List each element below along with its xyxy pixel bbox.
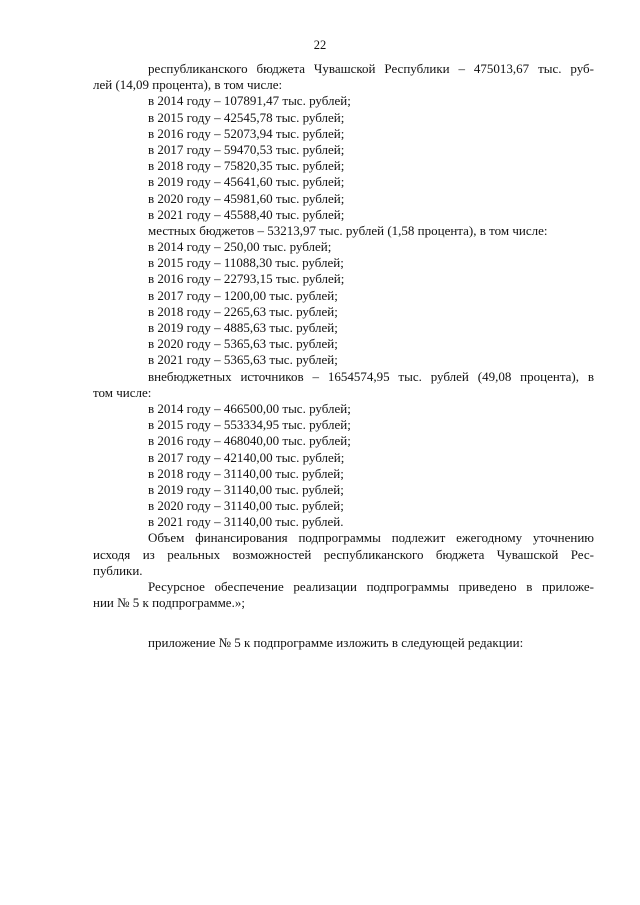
list-item: в 2016 году – 22793,15 тыс. рублей; [148,271,345,287]
paragraph-line: исходя из реальных возможностей республиканского бюджета Чувашской Рес- [93,546,594,562]
list-item: в 2017 году – 59470,53 тыс. рублей; [148,141,345,157]
list-item: в 2019 году – 4885,63 тыс. рублей; [148,320,338,335]
list-item: в 2014 году – 466500,00 тыс. рублей; [148,400,351,416]
list-item: в 2014 году – 107891,47 тыс. рублей; [148,93,351,109]
page-number: 22 [313,38,327,52]
list-item: в 2019 году – 31140,00 тыс. рублей; [148,481,344,497]
appendix-instruction: приложение № 5 к подпрограмме изложить в следующей редакции: [148,635,524,651]
list-item: в 2015 году – 553334,95 тыс. рублей; [148,417,351,433]
list-item: в 2015 году – 42545,78 тыс. рублей; [148,109,345,125]
paragraph-line: республиканского бюджета Чувашской Республики – 475013,67 тыс. руб- [148,61,594,76]
list-item: в 2015 году – 11088,30 тыс. рублей; [148,255,344,271]
paragraph-line: Объем финансирования подпрограммы подлежит ежегодному уточнению [148,530,594,546]
list-item: в 2019 году – 45641,60 тыс. рублей; [148,174,345,190]
list-item: в 2017 году – 1200,00 тыс. рублей; [148,287,338,303]
list-item: в 2020 году – 31140,00 тыс. рублей; [148,498,344,514]
paragraph-line: внебюджетных источников – 1654574,95 тыс. рублей (49,08 процента), в [148,368,594,384]
paragraph-spacer [93,611,594,635]
paragraph-line: лей (14,09 процента), в том числе: [93,77,283,93]
paragraph-line: публики. [93,562,143,578]
list-item: в 2021 году – 31140,00 тыс. рублей. [148,514,344,530]
list-item: в 2020 году – 45981,60 тыс. рублей; [148,190,345,206]
list-item: в 2021 году – 5365,63 тыс. рублей; [148,352,338,368]
paragraph-line: нии № 5 к подпрограмме.»; [93,595,245,611]
list-item: в 2017 году – 42140,00 тыс. рублей; [148,449,345,465]
list-item: в 2014 году – 250,00 тыс. рублей; [148,239,332,255]
paragraph-line: Ресурсное обеспечение реализации подпрограммы приведено в приложе- [148,579,594,594]
list-item: в 2018 году – 2265,63 тыс. рублей; [148,303,338,319]
list-item: в 2018 году – 75820,35 тыс. рублей; [148,158,345,174]
document-body [93,61,594,652]
list-item: в 2016 году – 468040,00 тыс. рублей; [148,433,351,449]
list-item: в 2016 году – 52073,94 тыс. рублей; [148,125,345,141]
paragraph-line: местных бюджетов – 53213,97 тыс. рублей (1,58 процента), в том числе: [148,222,548,238]
list-item: в 2021 году – 45588,40 тыс. рублей; [148,206,345,222]
paragraph-line: том числе: [93,384,152,400]
list-item: в 2020 году – 5365,63 тыс. рублей; [148,336,338,352]
list-item: в 2018 году – 31140,00 тыс. рублей; [148,465,344,481]
